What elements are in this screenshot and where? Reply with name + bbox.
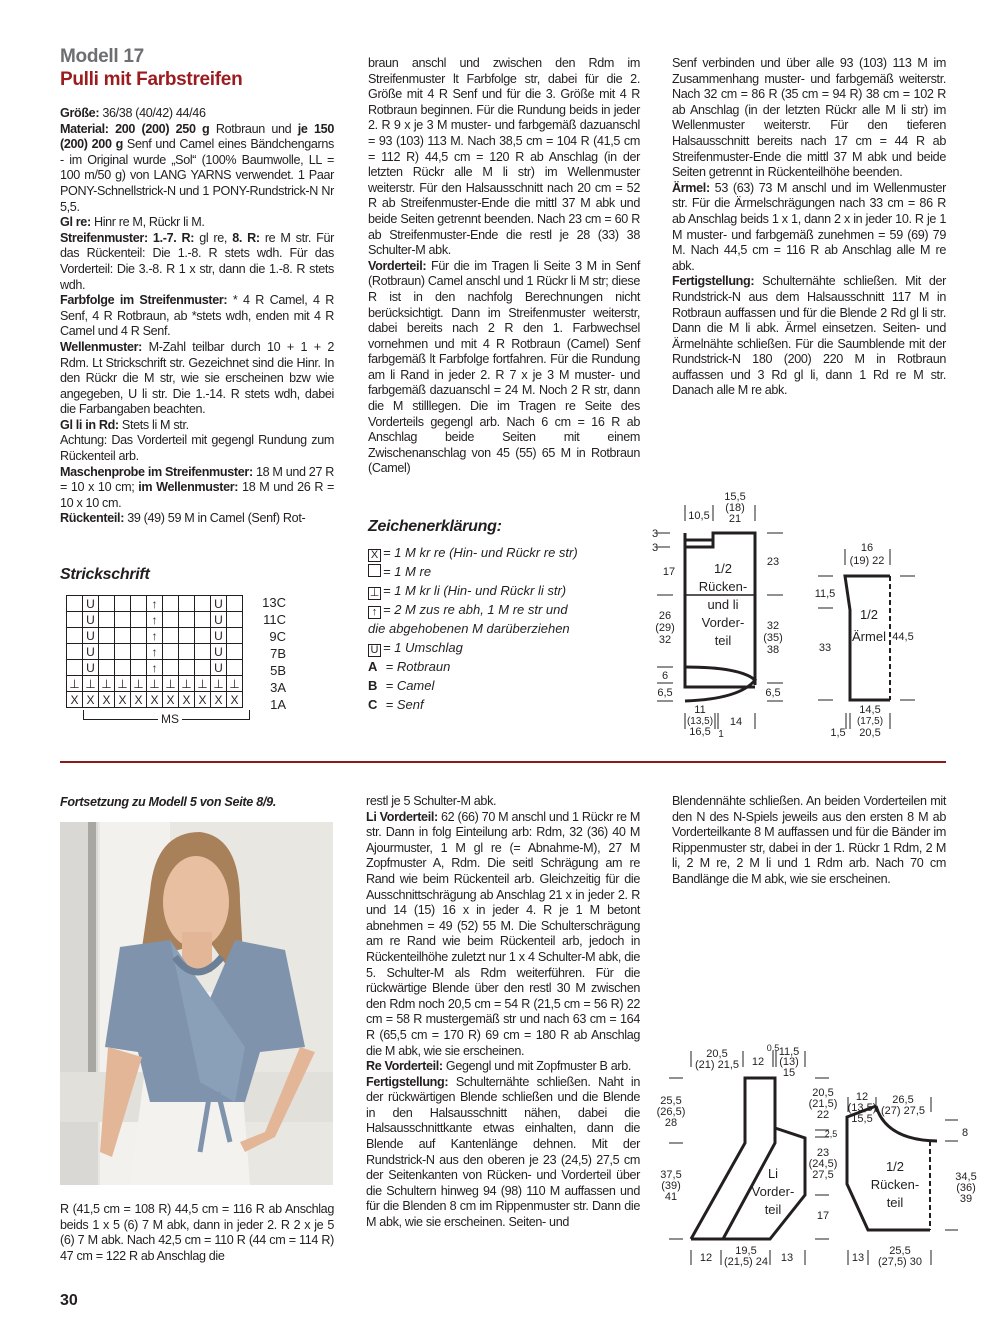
sleeve-dim-115: 11,5 bbox=[814, 588, 836, 600]
chart-cell bbox=[227, 644, 243, 660]
front-dim-bottom-c: 13 bbox=[780, 1252, 794, 1264]
chart-cell bbox=[179, 628, 195, 644]
chart-cell: ⊥ bbox=[227, 676, 243, 692]
back-dim-right-b-1: 34,5 bbox=[955, 1171, 977, 1183]
back-dim-bottom-a: 13 bbox=[851, 1252, 865, 1264]
legend-color-text: = Senf bbox=[382, 697, 424, 712]
chart-cell bbox=[179, 660, 195, 676]
legend-symbol-icon: ↑ bbox=[368, 606, 381, 619]
paragraph bbox=[366, 1075, 640, 1231]
front-dim-mid-17: 17 bbox=[816, 1210, 830, 1222]
front-dim-left-b-3: 41 bbox=[664, 1191, 678, 1203]
paragraph bbox=[60, 122, 334, 216]
instructions-column-1 bbox=[60, 106, 334, 527]
paragraph bbox=[60, 511, 334, 527]
front-dim-top-c-small: 0,5 bbox=[766, 1043, 780, 1053]
paragraph-text: 62 (66) 70 M anschl und 1 Rückr re M str. Dann in folg Einteilung arb: Rdm, 32 (36) 40 M Ajourmuster, 1 M gl re (= Abnahme-M), 27 M Zopfmuster A, Rdm. Die seitl Schrägung am re Rand wie beim Rückenteil arb. Gleichzeitig für die Ausschnittschrägung ab Anschlag 21 x in jeder 2. R und 14 (15) 16 x in jeder 4. R je 1 M betont abnehmen = 49 (52) 55 M. Die Schulterschrägung am re Rand wie beim Rückenteil arb, jedoch in Rückenteilhöhe zuletzt nur 1 x 4 Schulter-M abk, die 5. Schulter-M als Rdm weiterführen. Für die rückwärtige Blende über den restl 30 M zwischen den Rdm noch 20,5 cm = 54 R (21,5 cm = 56 R) 22 cm = 58 R mustergemäß str und nach 63 cm = 164 R (65,5 cm = 170 R) 69 cm = 180 R ab Anschlag die M abk, wie sie erscheinen. bbox=[366, 809, 640, 1058]
schematic-body-sleeve bbox=[645, 485, 965, 745]
paragraph bbox=[368, 56, 640, 259]
paragraph-heading: Rückenteil: bbox=[60, 511, 125, 526]
paragraph bbox=[368, 259, 640, 477]
legend-color-item bbox=[368, 657, 578, 676]
dim-left-mid-2: (29) bbox=[655, 622, 675, 634]
chart-cell bbox=[131, 628, 147, 644]
chart-cell: X bbox=[147, 692, 163, 708]
chart-cell bbox=[131, 644, 147, 660]
chart-cell bbox=[227, 612, 243, 628]
chart-heading: Strickschrift bbox=[60, 566, 150, 583]
front-dim-bottom-b-1: 19,5 bbox=[735, 1245, 757, 1257]
legend-item bbox=[368, 600, 578, 619]
back-label-1: 1/2 bbox=[885, 1159, 905, 1174]
paragraph-text: 53 (63) 73 M anschl und im Wellenmuster str. Für die Ärmelschrägungen nach 33 cm = 86 R ab Anschlag beids 1 x 1, dann 2 x in jeder 10. R je 1 M muster- und farbgemäß zunehmen = 59 (69) 79 M. Nach 44,5 cm = 116 R ab Anschlag alle M re abk. bbox=[672, 180, 946, 273]
legend-heading: Zeichenerklärung: bbox=[368, 518, 502, 535]
continuation-column-2 bbox=[366, 794, 640, 1231]
paragraph bbox=[672, 274, 946, 399]
paragraph-text: Stets li M str. bbox=[118, 417, 189, 432]
chart-row bbox=[67, 644, 243, 660]
chart-grid bbox=[66, 595, 243, 708]
legend-text: = 1 Umschlag bbox=[383, 640, 463, 655]
continuation-heading: Fortsetzung zu Modell 5 von Seite 8/9. bbox=[60, 795, 277, 809]
chart-cell bbox=[67, 660, 83, 676]
paragraph-heading: Material: 200 (200) 250 g bbox=[60, 121, 210, 136]
chart-cell bbox=[227, 628, 243, 644]
chart-cell bbox=[115, 596, 131, 612]
legend-text: = 1 M kr re (Hin- und Rückr re str) bbox=[383, 545, 578, 560]
front-dim-top-c-1: 11,5 bbox=[778, 1046, 800, 1058]
chart-cell: ⊥ bbox=[179, 676, 195, 692]
paragraph bbox=[60, 293, 334, 340]
chart-cell bbox=[99, 596, 115, 612]
chart-cell: X bbox=[131, 692, 147, 708]
chart-cell: U bbox=[211, 660, 227, 676]
dim-left-65: 6,5 bbox=[657, 687, 673, 699]
paragraph-text: 18 M und 26 R = 10 x 10 cm. bbox=[60, 480, 334, 510]
chart-cell: U bbox=[211, 596, 227, 612]
body-label-1: 1/2 bbox=[713, 561, 733, 576]
paragraph-text: 36/38 (40/42) 44/46 bbox=[99, 106, 206, 120]
chart-cell: X bbox=[163, 692, 179, 708]
front-dim-mid-b-2: (24,5) bbox=[808, 1158, 838, 1170]
chart-cell bbox=[179, 612, 195, 628]
paragraph-heading: je 150 (200) 200 g bbox=[60, 121, 334, 152]
sleeve-dim-bottom-left: 1,5 bbox=[830, 727, 846, 739]
legend-symbol-icon bbox=[368, 564, 381, 577]
instructions-column-2 bbox=[368, 56, 640, 477]
chart-cell bbox=[99, 628, 115, 644]
dim-left-6: 6 bbox=[661, 670, 669, 682]
paragraph-text: Senf verbinden und über alle 93 (103) 113 M im Zusammenhang muster- und farbgemäß weiterstr. Nach 32 cm = 86 R (35 cm = 94 R) 38 cm = 102 R ab Anschlag (in der letzten Rückr alle M li str) im Wellenmuster weiterstr. Für den tieferen Halsausschnitt bereits nach 17 cm = 44 R ab Streifenmuster-Ende die mittl 37 M abk und beide Seiten getrennt in Rückenteilhöhe beenden. bbox=[672, 56, 946, 180]
legend-color-item bbox=[368, 695, 578, 714]
paragraph-text: Schulternähte schließen. Naht in der rückwärtigen Blende schließen und die Blende in den Halsausschnitt nähen, dabei die Halsausschnittkante etwas einhalten, dann die Blende auf Kantenlänge dehnen. Mit der Rundstrick-N aus den oberen je 23 (24,5) 27,5 cm der Seitenkanten von Rücken- und Vorderteil über die Schultern hinweg 94 (98) 110 M auffassen und für die Blenden 8 cm im Rippenmuster str. Dann die M abk, wie sie erscheinen. Seiten- und bbox=[366, 1074, 640, 1230]
front-label-3: teil bbox=[764, 1202, 782, 1217]
paragraph-heading: Ärmel: bbox=[672, 180, 710, 195]
paragraph-heading: Größe: bbox=[60, 106, 100, 120]
back-dim-top-a-2: (13,5) bbox=[847, 1102, 877, 1114]
dim-top-right-2: (18) bbox=[725, 502, 745, 514]
paragraph bbox=[672, 181, 946, 275]
back-dim-top-b-1: 26,5 bbox=[892, 1094, 914, 1106]
front-dim-bottom-b-2: (21,5) 24 bbox=[723, 1256, 769, 1268]
paragraph-heading: Gl re: bbox=[60, 215, 91, 230]
continuation-column-3: Blendennähte schließen. An beiden Vorderteilen mit den N des N-Spiels jeweils aus den ersten 8 M ab Vorderteilkante 8 M auffassen und für die Bänder im Rippenmuster str, dabei in der 1. Rückr 1 Rdm, 2 M li, 2 M re, 2 M li und 1 Rdm arb. Nach 70 cm Bandlänge die M abk, wie sie erscheinen. bbox=[672, 794, 946, 886]
dim-bottom-left-3: 16,5 bbox=[689, 726, 711, 738]
chart-cell bbox=[163, 612, 179, 628]
sleeve-dim-top-1: 16 bbox=[860, 542, 874, 554]
legend-color-key: C bbox=[368, 697, 378, 712]
paragraph-heading: Li Vorderteil: bbox=[366, 809, 438, 824]
paragraph-text: restl je 5 Schulter-M abk. bbox=[366, 794, 497, 808]
chart-cell: ⊥ bbox=[163, 676, 179, 692]
paragraph-heading: Farbfolge im Streifenmuster: bbox=[60, 293, 228, 308]
chart-cell: ⊥ bbox=[195, 676, 211, 692]
chart-row-label: 11C bbox=[263, 612, 286, 627]
chart-cell bbox=[195, 628, 211, 644]
legend-color-text: = Rotbraun bbox=[382, 659, 451, 674]
back-dim-top-a-1: 12 bbox=[855, 1091, 869, 1103]
paragraph-text: re M str. Für das Rückenteil: Die 1.-8. R stets wdh. Für das Vorderteil: Die 3.-8. R 1 x str, dann die 1.-8. R stets wdh. bbox=[60, 230, 335, 292]
paragraph bbox=[366, 794, 640, 810]
dim-bottom-1: 1 bbox=[718, 729, 724, 740]
chart-cell bbox=[195, 596, 211, 612]
legend-item bbox=[368, 638, 578, 657]
dim-top-right-3: 21 bbox=[728, 513, 742, 525]
chart-cell bbox=[163, 660, 179, 676]
chart-cell: X bbox=[211, 692, 227, 708]
chart-cell bbox=[115, 660, 131, 676]
legend-item bbox=[368, 619, 578, 638]
chart-cell: U bbox=[83, 612, 99, 628]
paragraph-heading: Maschenprobe im Streifenmuster: bbox=[60, 464, 253, 479]
chart-cell: U bbox=[83, 596, 99, 612]
paragraph bbox=[60, 418, 334, 434]
paragraph-heading: Re Vorderteil: bbox=[366, 1059, 443, 1074]
chart-row-label: 9C bbox=[269, 629, 286, 644]
dim-top-left: 10,5 bbox=[688, 510, 710, 522]
paragraph-heading: im Wellenmuster: bbox=[138, 480, 239, 495]
sleeve-dim-bottom-3: 20,5 bbox=[859, 727, 881, 739]
chart-cell bbox=[195, 612, 211, 628]
chart-row bbox=[67, 612, 243, 628]
legend-color-item bbox=[368, 676, 578, 695]
paragraph-text: Rotbraun und bbox=[209, 121, 298, 136]
chart-cell: ⊥ bbox=[99, 676, 115, 692]
paragraph bbox=[366, 1059, 640, 1075]
front-dim-mid-b-1: 23 bbox=[816, 1147, 830, 1159]
front-dim-top-c-2: (13) bbox=[779, 1056, 799, 1068]
legend-item bbox=[368, 581, 578, 600]
chart-cell: ⊥ bbox=[83, 676, 99, 692]
chart-row-label: 5B bbox=[270, 663, 286, 678]
back-dim-top-a-3: 15,5 bbox=[851, 1113, 873, 1125]
legend-color-text: = Camel bbox=[382, 678, 435, 693]
back-dim-right-b-2: (36) bbox=[956, 1182, 976, 1194]
front-label-1: Li bbox=[767, 1166, 779, 1181]
front-dim-bottom-a: 12 bbox=[699, 1252, 713, 1264]
front-dim-mid-a-2: (21,5) bbox=[808, 1098, 838, 1110]
front-dim-mid-b-3: 27,5 bbox=[812, 1169, 834, 1181]
chart-cell: ↑ bbox=[147, 596, 163, 612]
front-label-2: Vorder- bbox=[751, 1184, 795, 1199]
chart-cell bbox=[163, 596, 179, 612]
front-piece bbox=[669, 1051, 829, 1265]
paragraph-text: * 4 R Camel, 4 R Senf, 4 R Rotbraun, ab *stets wdh, enden mit 4 R Camel und 4 R Senf. bbox=[60, 293, 334, 339]
chart-cell: U bbox=[83, 644, 99, 660]
chart-cell bbox=[67, 628, 83, 644]
chart-cell bbox=[99, 660, 115, 676]
chart-cell bbox=[195, 660, 211, 676]
dim-left-mid-3: 32 bbox=[658, 634, 672, 646]
chart-row-label: 3A bbox=[270, 680, 286, 695]
front-dim-top-a-2: (21) 21,5 bbox=[694, 1059, 740, 1071]
paragraph-text: Achtung: Das Vorderteil mit gegengl Rundung zum Rückenteil arb. bbox=[60, 433, 334, 464]
paragraph-text: braun anschl und zwischen den Rdm im Streifenmuster lt Farbfolge str, dabei für die 2. Größe mit 4 R Senf und für die 3. Größe mit 4 R Rotbraun beginnen. Für die Rundung beids in jeder 2. R 9 x je 3 M muster- und farbgemäß dazuanschl = 93 (103) 113 M. Nach 38,5 cm = 104 R (41,5 cm = 112 R) 44,5 cm = 120 R ab Anschlag (in der letzten Rückr alle M li str) im Wellenmuster weiterstr. Für den Halsausschnitt nach 20 cm = 52 R ab Streifenmuster-Ende die mittl 37 M abk und beide Seiten getrennt beenden. Nach 23 cm = 60 R ab Streifenmuster-Ende die restl je 28 (33) 38 Schulter-M abk. bbox=[368, 56, 640, 258]
continuation-column-1: R (41,5 cm = 108 R) 44,5 cm = 116 R ab Anschlag beids 1 x 5 (6) 7 M abk, dann in jeder 2. R 2 x je 5 (6) 7 M abk. Nach 42,5 cm = 110 R (44 cm = 114 R) 47 cm = 122 R ab Anschlag die bbox=[60, 1202, 334, 1263]
sleeve-dim-right: 44,5 bbox=[892, 631, 914, 643]
chart-row-label: 7B bbox=[270, 646, 286, 661]
chart-cell bbox=[67, 596, 83, 612]
chart-cell bbox=[227, 660, 243, 676]
legend-symbol-icon: ⊥ bbox=[369, 587, 380, 599]
paragraph-text: Für die im Tragen li Seite 3 M in Senf (Rotbraun) Camel anschl und 1 Rückr li M str; diese R ist in den nachfolg Berechnungen nicht berücksichtigt. Dann im Streifenmuster weiterstr, dabei bereits nach 2 R den 1. Farbwechsel vornehmen und mit 4 R Rotbraun (Camel) Senf farbgemäß lt Farbfolge fortfahren. Für die Rundung am li Rand in jeder 2. R 7 x je 3 M muster- und farbgemäß dazuanschl = 24 M. Noch 2 R str, dann die M stilllegen. Die im Tragen re Seite des Vorderteils gegengl arb. Nach 6 cm = 16 R ab Anschlag beide Seiten mit einem Zwischenanschlag von 45 (55) 65 M in Rotbraun (Camel) bbox=[368, 258, 640, 476]
chart-cell: U bbox=[211, 612, 227, 628]
paragraph-text: Hinr re M, Rückr li M. bbox=[90, 215, 205, 230]
chart-row bbox=[67, 660, 243, 676]
chart-cell: ⊥ bbox=[67, 676, 83, 692]
chart-cell bbox=[227, 596, 243, 612]
front-dim-mid-a-3: 22 bbox=[816, 1109, 830, 1121]
paragraph-text: 39 (49) 59 M in Camel (Senf) Rot- bbox=[124, 511, 306, 526]
chart-cell: X bbox=[67, 692, 83, 708]
front-dim-left-b-2: (39) bbox=[661, 1180, 681, 1192]
paragraph-heading: Fertigstellung: bbox=[366, 1074, 449, 1089]
paragraph bbox=[672, 56, 946, 181]
sleeve-dim-top-2: (19) 22 bbox=[849, 555, 885, 567]
chart-cell: ⊥ bbox=[115, 676, 131, 692]
chart-cell bbox=[115, 628, 131, 644]
chart-cell: ⊥ bbox=[147, 676, 163, 692]
chart-cell: X bbox=[227, 692, 243, 708]
dim-bottom-left-2: (13,5) bbox=[686, 716, 714, 727]
paragraph bbox=[60, 231, 334, 293]
back-dim-top-b-2: (27) 27,5 bbox=[880, 1105, 926, 1117]
model-number: Modell 17 bbox=[60, 46, 144, 67]
body-label-4: Vorder- bbox=[701, 615, 745, 630]
section-divider bbox=[60, 761, 946, 763]
chart-cell bbox=[131, 596, 147, 612]
chart-cell bbox=[179, 644, 195, 660]
paragraph bbox=[366, 810, 640, 1060]
front-dim-left-a-2: (26,5) bbox=[656, 1106, 686, 1118]
legend-text: = 2 M zus re abh, 1 M re str und bbox=[383, 602, 568, 617]
dim-bottom-right: 14 bbox=[729, 716, 743, 728]
front-dim-left-a-3: 28 bbox=[664, 1117, 678, 1129]
sleeve-dim-33: 33 bbox=[818, 642, 832, 654]
sleeve-label-1: 1/2 bbox=[859, 607, 879, 622]
paragraph bbox=[60, 215, 334, 231]
body-label-2: Rücken- bbox=[698, 579, 748, 594]
paragraph bbox=[60, 340, 334, 418]
chart-cell: ↑ bbox=[147, 644, 163, 660]
dim-right-mid-2: (35) bbox=[763, 632, 783, 644]
paragraph-text: Schulternähte schließen. Mit der Rundstrick-N aus dem Halsausschnitt 117 M in Rotbraun auffassen und für die Blende 2 Rd gl li str. Dann die M li abk. Ärmel einsetzen. Seiten- und Ärmelnähte schließen. Für die Saumblende mit der Rundstrick-N 180 (200) 220 M in Rotbraun auffassen und 3 Rd gl li, dann 1 Rd re M str. Danach alle M re abk. bbox=[672, 274, 946, 398]
dim-bottom-left-1: 11 bbox=[694, 704, 706, 716]
chart-row bbox=[67, 676, 243, 692]
front-dim-top-b: 12 bbox=[751, 1056, 765, 1068]
schematic-front-back bbox=[655, 1035, 985, 1275]
sleeve-label-2: Ärmel bbox=[852, 629, 886, 644]
chart-cell: ⊥ bbox=[211, 676, 227, 692]
paragraph bbox=[60, 433, 334, 464]
front-dim-mid-25: 2,5 bbox=[824, 1129, 838, 1139]
chart-cell: ↑ bbox=[147, 612, 163, 628]
page-number: 30 bbox=[60, 1292, 78, 1309]
chart-row-label: 13C bbox=[262, 595, 286, 610]
chart-cell: X bbox=[179, 692, 195, 708]
chart-cell bbox=[163, 644, 179, 660]
dim-right-23: 23 bbox=[766, 556, 780, 568]
paragraph-heading: Fertigstellung: bbox=[672, 274, 755, 289]
chart-cell bbox=[115, 644, 131, 660]
front-dim-left-b-1: 37,5 bbox=[660, 1169, 682, 1181]
chart-cell bbox=[179, 596, 195, 612]
knitting-chart bbox=[66, 595, 286, 726]
dim-left-mid-1: 26 bbox=[658, 610, 672, 622]
page-title: Pulli mit Farbstreifen bbox=[60, 69, 243, 90]
chart-cell: X bbox=[83, 692, 99, 708]
legend-color-key: B bbox=[368, 678, 378, 693]
chart-cell bbox=[131, 612, 147, 628]
dim-right-mid-3: 38 bbox=[766, 644, 780, 656]
legend-text: = 1 M re bbox=[383, 564, 432, 579]
model-photo bbox=[60, 822, 333, 1185]
back-dim-bottom-b-1: 25,5 bbox=[889, 1245, 911, 1257]
chart-row bbox=[67, 628, 243, 644]
body-label-3: und li bbox=[707, 597, 739, 612]
legend-symbol-icon: X bbox=[368, 549, 381, 562]
chart-cell bbox=[163, 628, 179, 644]
paragraph-text: 18 M und 27 R = 10 x 10 cm; bbox=[60, 464, 335, 495]
legend-text: die abgehobenen M darüberziehen bbox=[368, 621, 570, 636]
legend-color-key: A bbox=[368, 659, 378, 674]
front-dim-top-c-3: 15 bbox=[782, 1067, 796, 1079]
chart-cell: ↑ bbox=[147, 660, 163, 676]
front-dim-mid-a-1: 20,5 bbox=[812, 1087, 834, 1099]
paragraph bbox=[60, 106, 334, 122]
paragraph-text: Senf und Camel eines Bändchengarns - im Original wurde „Sol“ (100% Baumwolle, LL = 100 m/50 g) von LANG YARNS verwendet. 1 Paar PONY-Schnellstrick-N und 1 PONY-Rundstrick-N Nr 5,5. bbox=[60, 137, 334, 214]
chart-cell: X bbox=[99, 692, 115, 708]
chart-row bbox=[67, 692, 243, 708]
chart-cell bbox=[131, 660, 147, 676]
chart-row bbox=[67, 596, 243, 612]
body-label-5: teil bbox=[714, 633, 732, 648]
back-dim-bottom-b-2: (27,5) 30 bbox=[877, 1256, 923, 1268]
paragraph bbox=[60, 465, 334, 512]
chart-cell: U bbox=[211, 628, 227, 644]
sleeve-dim-bottom-2: (17,5) bbox=[856, 716, 884, 727]
front-dim-top-a-1: 20,5 bbox=[706, 1048, 728, 1060]
chart-cell bbox=[67, 644, 83, 660]
symbol-legend bbox=[368, 543, 578, 714]
paragraph-heading: Wellenmuster: bbox=[60, 339, 142, 354]
dim-right-mid-1: 32 bbox=[766, 620, 780, 632]
chart-cell: U bbox=[83, 660, 99, 676]
chart-cell bbox=[195, 644, 211, 660]
dim-right-65: 6,5 bbox=[765, 687, 781, 699]
paragraph-heading: Streifenmuster: 1.-7. R: bbox=[60, 230, 195, 245]
legend-text: = 1 M kr li (Hin- und Rückr li str) bbox=[383, 583, 567, 598]
back-label-3: teil bbox=[886, 1195, 904, 1210]
chart-cell bbox=[99, 644, 115, 660]
legend-item bbox=[368, 543, 578, 562]
ms-label: MS bbox=[158, 712, 182, 726]
chart-row-label: 1A bbox=[270, 697, 286, 712]
instructions-column-3 bbox=[672, 56, 946, 399]
paragraph-heading: Gl li in Rd: bbox=[60, 417, 119, 432]
paragraph-heading: 8. R: bbox=[232, 230, 260, 245]
dim-top-right-1: 15,5 bbox=[724, 491, 746, 503]
front-dim-left-a-1: 25,5 bbox=[660, 1095, 682, 1107]
paragraph-heading: Vorderteil: bbox=[368, 258, 427, 273]
legend-item bbox=[368, 562, 578, 581]
back-dim-right-8: 8 bbox=[961, 1127, 969, 1139]
chart-cell: ↑ bbox=[147, 628, 163, 644]
paragraph-text: gl re, bbox=[194, 230, 233, 245]
chart-cell bbox=[115, 612, 131, 628]
chart-cell bbox=[67, 612, 83, 628]
sleeve-dim-bottom-1: 14,5 bbox=[859, 704, 881, 716]
dim-left-3a: 3 bbox=[651, 528, 659, 540]
paragraph-text: Gegengl und mit Zopfmuster B arb. bbox=[442, 1059, 632, 1074]
dim-left-17: 17 bbox=[662, 566, 676, 578]
chart-cell: X bbox=[195, 692, 211, 708]
chart-cell: ⊥ bbox=[131, 676, 147, 692]
chart-cell: X bbox=[115, 692, 131, 708]
back-label-2: Rücken- bbox=[870, 1177, 920, 1192]
legend-symbol-icon: U bbox=[368, 644, 381, 657]
chart-cell bbox=[99, 612, 115, 628]
chart-cell: U bbox=[211, 644, 227, 660]
paragraph-text: M-Zahl teilbar durch 10 + 1 + 2 Rdm. Lt Strickschrift str. Gezeichnet sind die Hinr. In den Rückr die M str, wie sie erscheinen bzw wie angegeben, U li str. Die 1.-14. R stets wdh, dabei die Farbangaben beachten. bbox=[60, 339, 334, 417]
chart-cell: U bbox=[83, 628, 99, 644]
dim-left-3b: 3 bbox=[651, 542, 659, 554]
back-dim-right-b-3: 39 bbox=[959, 1193, 973, 1205]
